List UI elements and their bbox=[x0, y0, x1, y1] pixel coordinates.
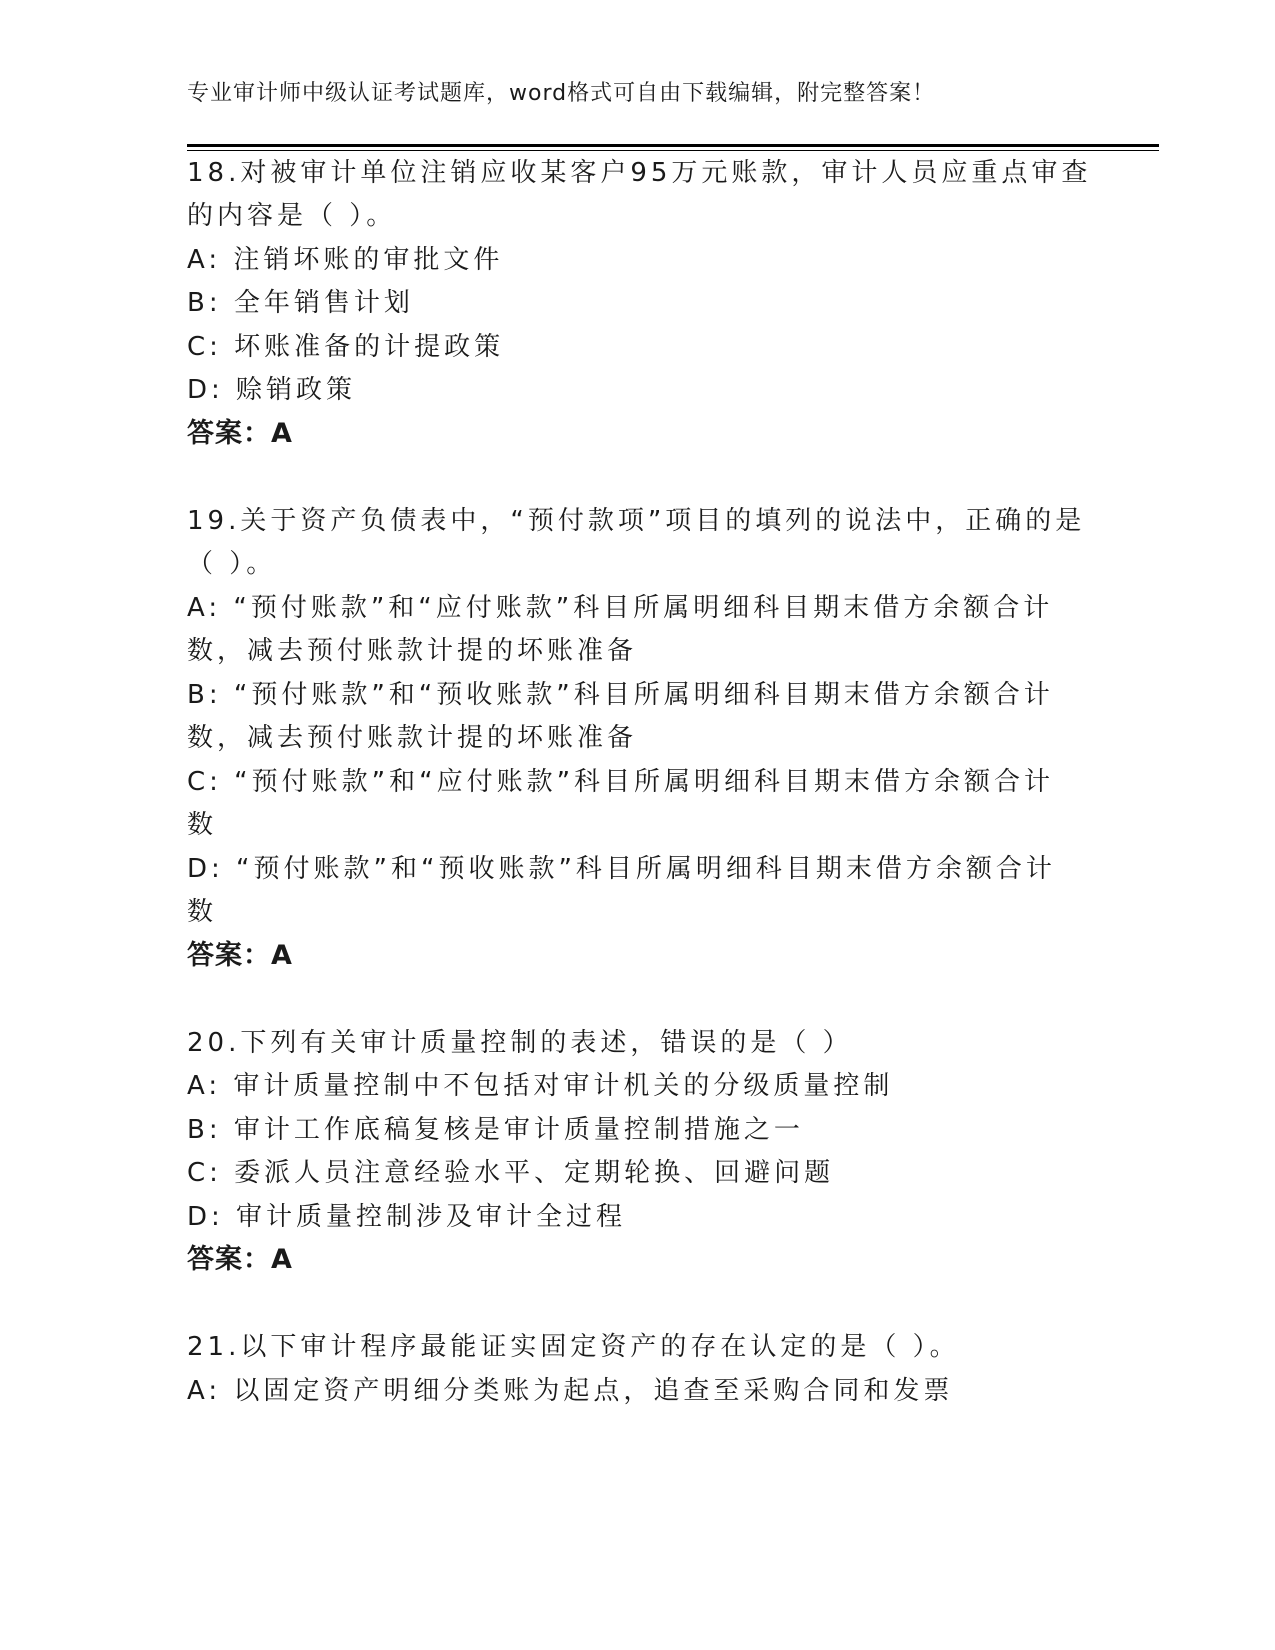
question-20-option-d: D: 审计质量控制涉及审计全过程 bbox=[187, 1202, 627, 1232]
question-18-option-b: B: 全年销售计划 bbox=[187, 288, 414, 318]
question-18-option-a: A: 注销坏账的审批文件 bbox=[187, 245, 504, 275]
question-19-option-b-line-2: 数，减去预付账款计提的坏账准备 bbox=[187, 723, 638, 753]
question-20-answer: 答案：A bbox=[187, 1244, 293, 1275]
question-18-stem-line-2: 的内容是（ ）。 bbox=[187, 201, 397, 231]
question-19-stem-line-2: （ ）。 bbox=[187, 549, 277, 579]
question-21-option-a: A: 以固定资产明细分类账为起点，追查至采购合同和发票 bbox=[187, 1376, 954, 1406]
question-18-stem-line-1: 18.对被审计单位注销应收某客户95万元账款，审计人员应重点审查 bbox=[187, 158, 1092, 188]
question-19-option-a-line-2: 数，减去预付账款计提的坏账准备 bbox=[187, 636, 638, 666]
question-20-stem-line-1: 20.下列有关审计质量控制的表述，错误的是（ ） bbox=[187, 1028, 853, 1058]
question-19-answer: 答案：A bbox=[187, 940, 293, 971]
question-20-option-c: C: 委派人员注意经验水平、定期轮换、回避问题 bbox=[187, 1158, 835, 1188]
header-rule-thick bbox=[187, 144, 1159, 147]
question-18-option-d: D: 赊销政策 bbox=[187, 375, 357, 405]
header-rule-thin bbox=[187, 150, 1159, 151]
question-18-option-c: C: 坏账准备的计提政策 bbox=[187, 332, 505, 362]
question-18-answer: 答案：A bbox=[187, 418, 293, 449]
question-19-option-d-line-1: D: “预付账款”和“预收账款”科目所属明细科目期末借方余额合计 bbox=[187, 854, 1056, 884]
page-header-text: 专业审计师中级认证考试题库，word格式可自由下载编辑，附完整答案！ bbox=[187, 81, 936, 106]
question-19-option-c-line-2: 数 bbox=[187, 810, 218, 840]
question-19-option-a-line-1: A: “预付账款”和“应付账款”科目所属明细科目期末借方余额合计 bbox=[187, 593, 1054, 623]
question-19-option-c-line-1: C: “预付账款”和“应付账款”科目所属明细科目期末借方余额合计 bbox=[187, 767, 1055, 797]
question-20-option-a: A: 审计质量控制中不包括对审计机关的分级质量控制 bbox=[187, 1071, 894, 1101]
question-19-stem-line-1: 19.关于资产负债表中，“预付款项”项目的填列的说法中，正确的是 bbox=[187, 506, 1086, 536]
question-21-stem-line-1: 21.以下审计程序最能证实固定资产的存在认定的是（ ）。 bbox=[187, 1332, 960, 1362]
question-19-option-b-line-1: B: “预付账款”和“预收账款”科目所属明细科目期末借方余额合计 bbox=[187, 680, 1054, 710]
question-19-option-d-line-2: 数 bbox=[187, 897, 218, 927]
question-20-option-b: B: 审计工作底稿复核是审计质量控制措施之一 bbox=[187, 1115, 804, 1145]
